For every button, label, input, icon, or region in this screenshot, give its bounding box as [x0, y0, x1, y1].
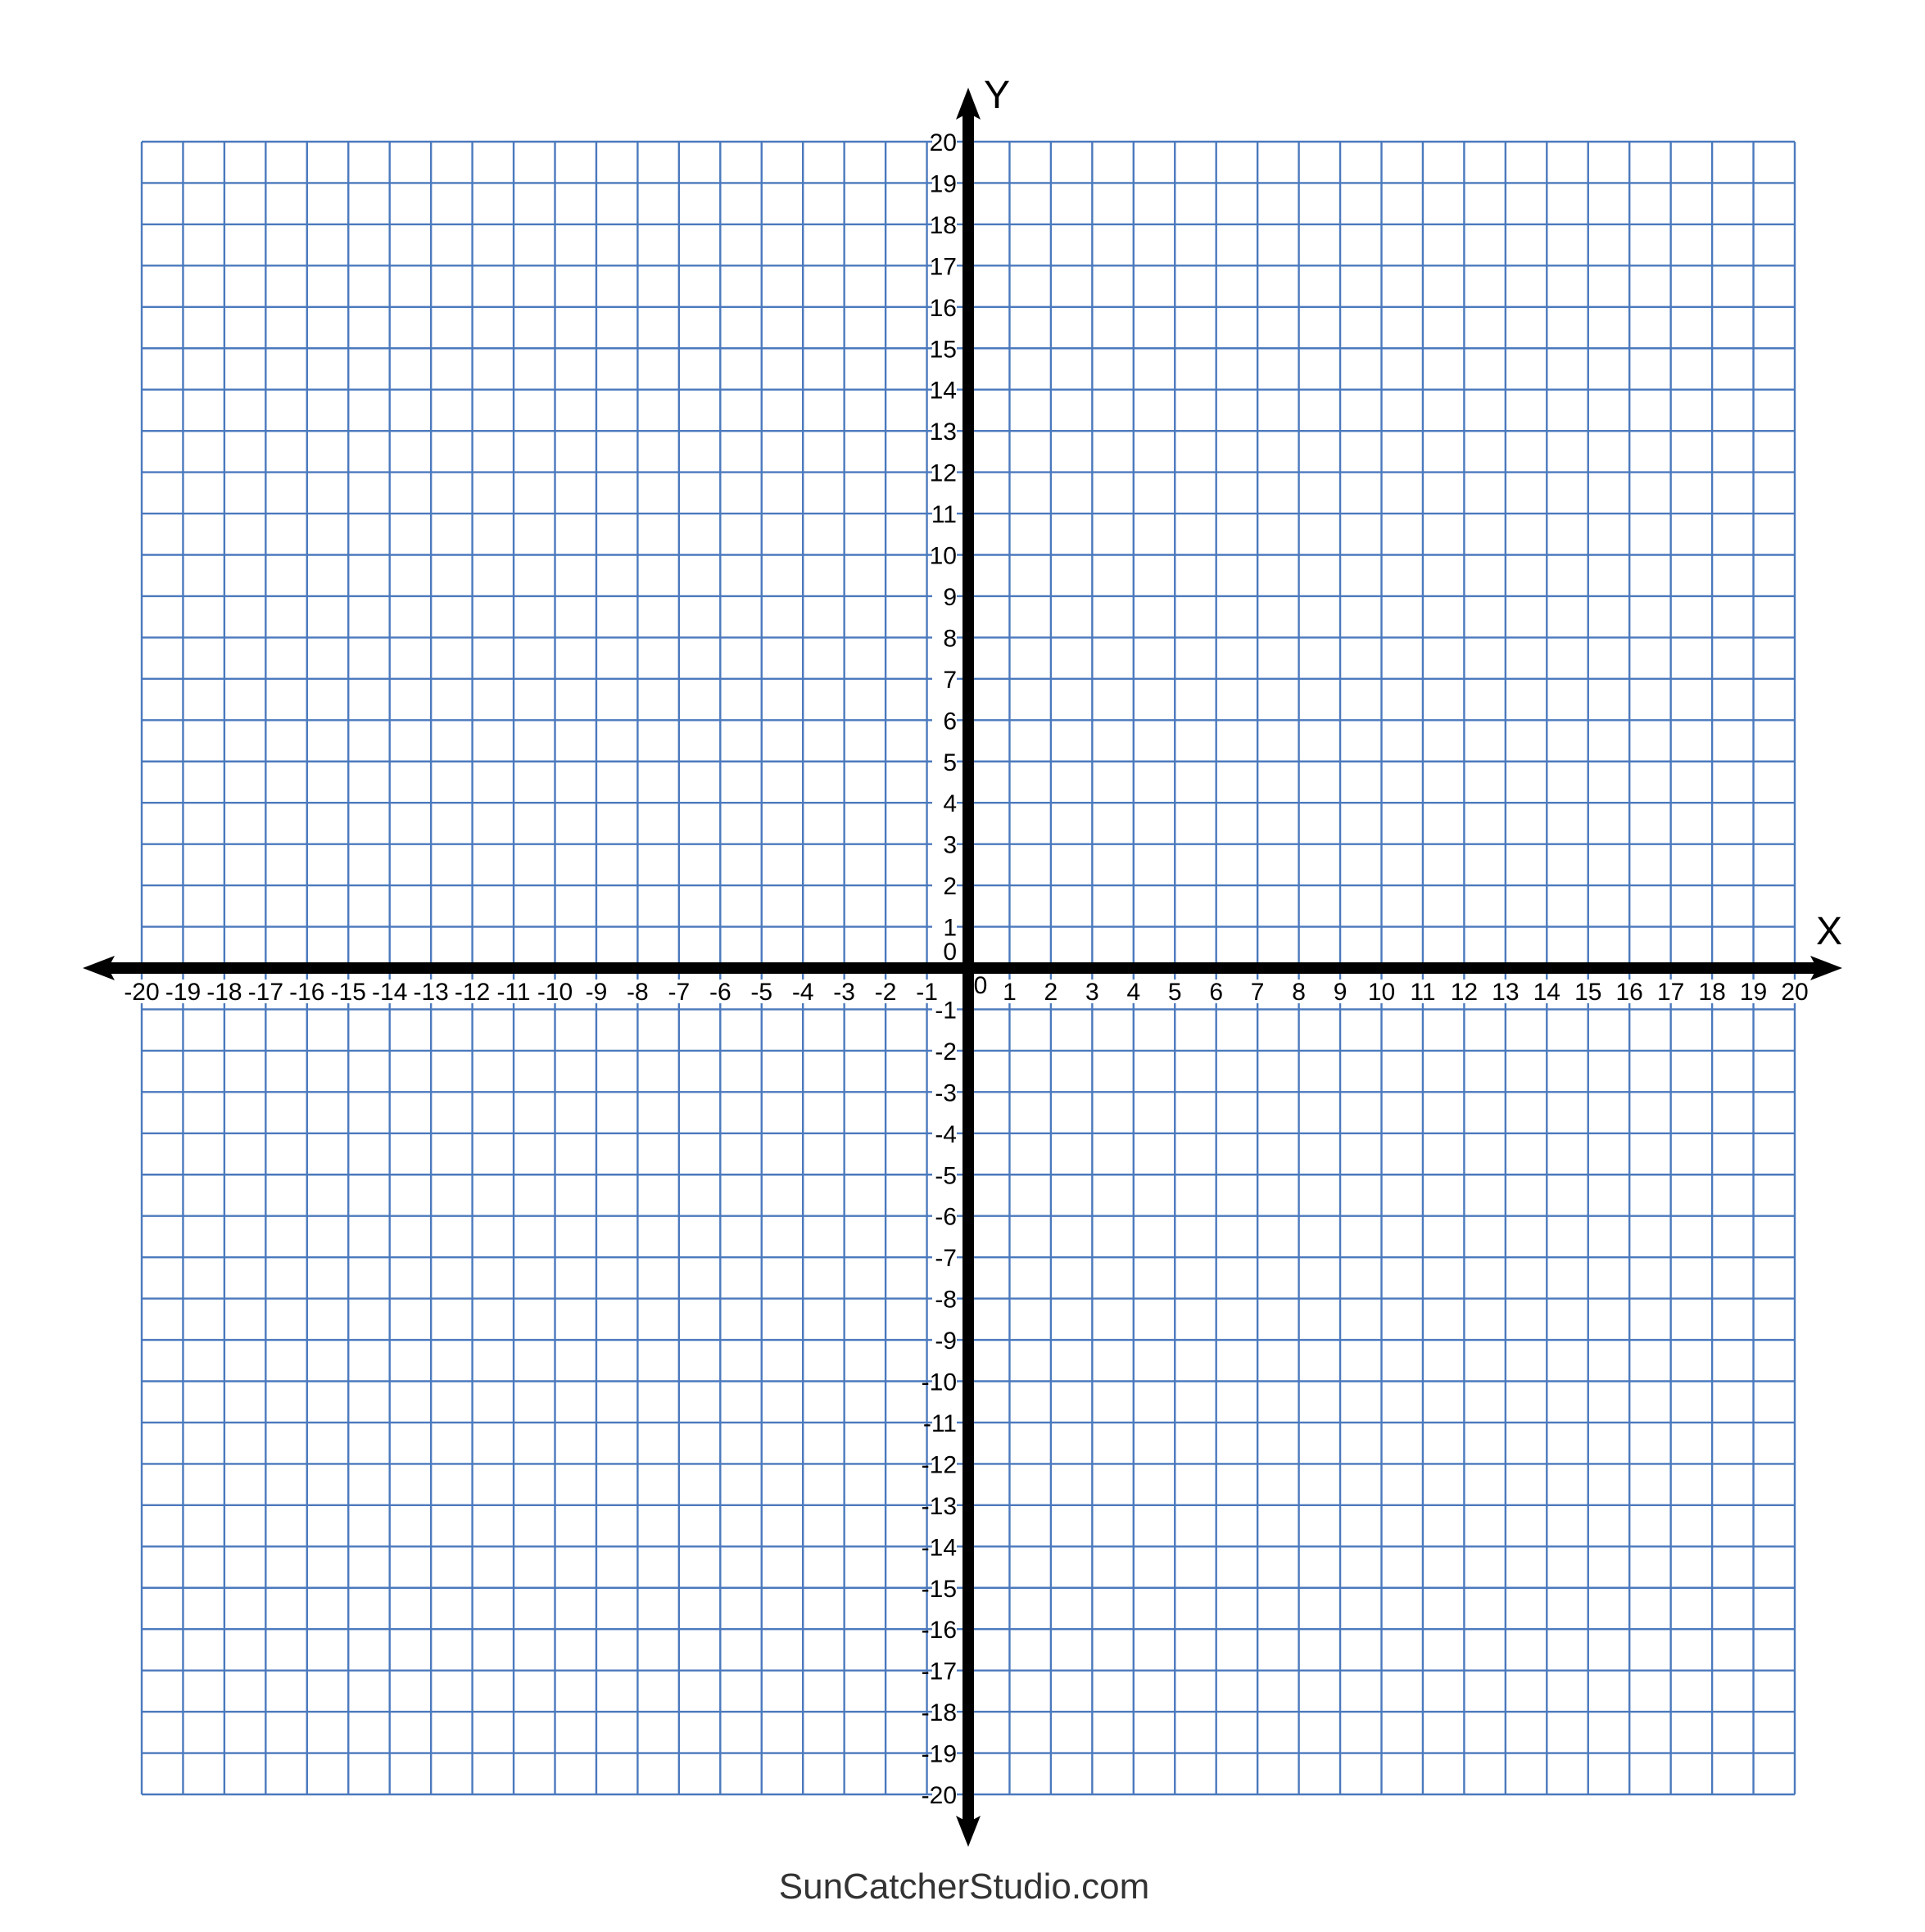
y-tick-label: 15: [929, 336, 957, 364]
y-tick-label: 2: [943, 873, 957, 901]
x-tick-label: -6: [709, 979, 732, 1006]
x-tick-label: 17: [1656, 979, 1685, 1006]
y-tick-label: -20: [921, 1782, 957, 1809]
x-tick-label: -18: [206, 979, 242, 1006]
x-tick-label: 2: [1044, 979, 1058, 1006]
x-tick-label: -2: [874, 979, 897, 1006]
x-tick-label: 9: [1333, 979, 1348, 1006]
x-tick-label: -1: [916, 979, 938, 1006]
x-tick-label: 19: [1739, 979, 1768, 1006]
y-tick-label: -14: [921, 1534, 957, 1562]
x-tick-label: -19: [165, 979, 202, 1006]
x-tick-label: 1: [1003, 979, 1017, 1006]
y-tick-label: 18: [929, 211, 957, 239]
y-tick-label: 6: [943, 708, 957, 735]
y-axis-title: Y: [983, 74, 1011, 117]
y-tick-label: -15: [921, 1575, 957, 1603]
x-tick-label: 14: [1533, 979, 1560, 1006]
y-tick-label: 4: [943, 790, 957, 818]
y-tick-label: -16: [921, 1617, 957, 1645]
y-tick-label: -11: [922, 1409, 957, 1437]
footer-watermark: SunCatcherStudio.com: [778, 1866, 1150, 1907]
x-tick-label: -14: [372, 979, 408, 1006]
x-tick-label: 6: [1209, 979, 1224, 1006]
y-tick-label: -9: [935, 1328, 957, 1355]
x-axis-title: X: [1815, 910, 1843, 953]
y-tick-label: 19: [929, 170, 957, 198]
x-tick-label: 15: [1574, 979, 1602, 1006]
x-tick-label: 7: [1250, 979, 1265, 1006]
x-tick-label: -10: [537, 979, 573, 1006]
x-tick-label: -13: [413, 979, 449, 1006]
y-tick-label: 5: [943, 749, 957, 776]
y-tick-label: 16: [929, 294, 957, 322]
x-tick-label: 20: [1781, 979, 1809, 1006]
y-tick-label: 13: [929, 419, 957, 446]
y-tick-label: -1: [935, 997, 957, 1025]
x-tick-label: 0: [973, 972, 988, 999]
y-tick-label: -17: [921, 1658, 957, 1685]
y-tick-label: 1: [943, 914, 957, 942]
y-tick-label: -7: [935, 1245, 957, 1273]
y-tick-label: -19: [921, 1740, 957, 1768]
x-tick-label: 13: [1492, 979, 1520, 1006]
y-tick-label: 0: [943, 939, 957, 966]
x-tick-label: 10: [1367, 979, 1396, 1006]
y-tick-label: 17: [929, 253, 957, 281]
y-tick-label: 8: [943, 625, 957, 653]
x-tick-label: -17: [247, 979, 284, 1006]
x-tick-label: -3: [833, 979, 855, 1006]
y-tick-label: -10: [921, 1369, 957, 1396]
x-tick-label: 8: [1292, 979, 1306, 1006]
y-tick-label: 7: [943, 666, 957, 694]
x-tick-label: -15: [330, 979, 366, 1006]
x-tick-label: 4: [1126, 979, 1141, 1006]
y-tick-label: -12: [921, 1451, 957, 1479]
x-tick-label: -7: [668, 979, 691, 1006]
x-tick-label: 18: [1698, 979, 1726, 1006]
x-tick-label: 11: [1410, 979, 1436, 1006]
x-tick-label: -5: [750, 979, 773, 1006]
x-tick-label: 3: [1085, 979, 1099, 1006]
y-tick-label: 3: [943, 831, 957, 859]
y-tick-label: -2: [935, 1038, 957, 1066]
x-tick-label: -20: [124, 979, 160, 1006]
x-tick-label: 5: [1167, 979, 1182, 1006]
y-tick-label: 9: [943, 583, 957, 611]
x-tick-label: 16: [1615, 979, 1643, 1006]
y-tick-label: 10: [929, 542, 957, 570]
x-tick-label: -11: [496, 979, 531, 1006]
x-tick-label: -8: [627, 979, 649, 1006]
x-tick-label: -9: [585, 979, 608, 1006]
x-tick-label: 12: [1450, 979, 1479, 1006]
y-tick-label: -6: [935, 1203, 957, 1231]
y-tick-label: 12: [929, 459, 957, 487]
y-tick-label: -8: [935, 1286, 957, 1314]
x-tick-label: -16: [289, 979, 325, 1006]
y-tick-label: -3: [935, 1079, 957, 1107]
y-tick-label: -13: [921, 1492, 957, 1520]
x-tick-label: -12: [454, 979, 491, 1006]
y-tick-label: -5: [935, 1162, 957, 1190]
x-tick-label: -4: [791, 979, 814, 1006]
y-tick-label: -18: [921, 1699, 957, 1727]
y-tick-label: 20: [929, 129, 957, 156]
y-tick-label: -4: [935, 1120, 957, 1148]
y-tick-label: 14: [929, 377, 957, 405]
y-tick-label: 11: [931, 501, 957, 529]
